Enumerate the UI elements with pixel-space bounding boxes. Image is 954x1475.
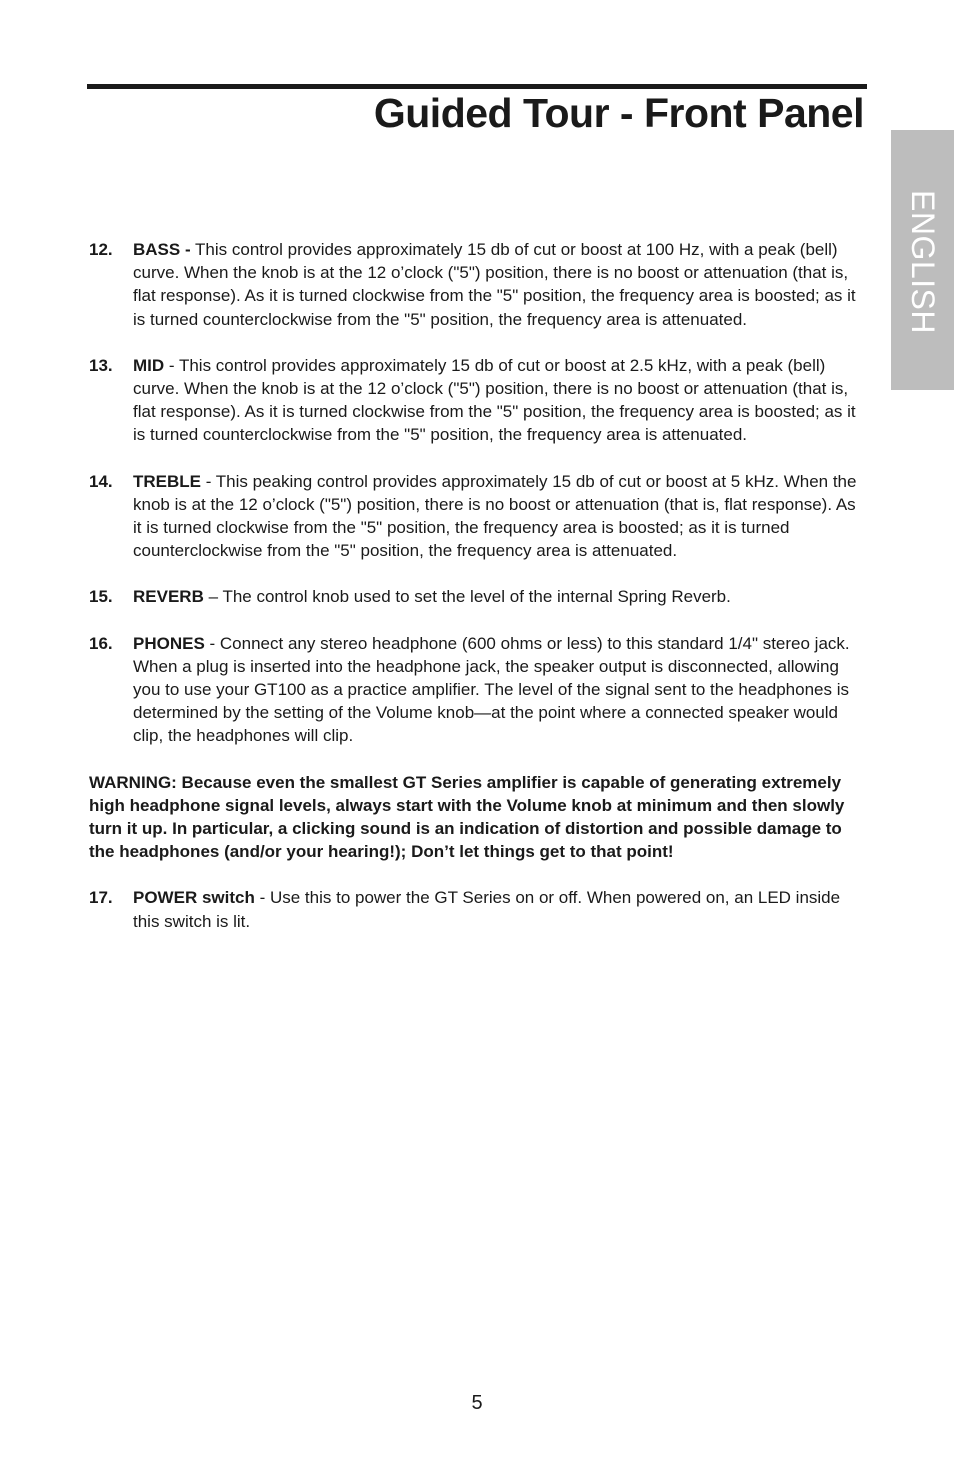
item-name: POWER switch — [133, 888, 255, 908]
item-text: - This control provides approximately 15 db of cut or boost at 2.5 kHz, with a peak (bell) curve. When the knob is at the 12 o’clock ("5") position, there is no boost or attenuation (that is, flat response). As it is turned clockwise from the "5" position, the frequency area is boosted; as it is turned counterclockwise from the "5" position, the frequency area is attenuated. — [133, 355, 856, 445]
item-number: 17. — [89, 888, 113, 908]
list-item-treble — [89, 470, 867, 563]
item-name: PHONES — [133, 633, 205, 653]
item-text: – The control knob used to set the level of the internal Spring Reverb. — [203, 587, 731, 607]
item-number: 12. — [89, 240, 113, 259]
page-title: Guided Tour - Front Panel — [373, 90, 864, 136]
item-text: - Connect any stereo headphone (600 ohms or less) to this standard 1/4" stereo jack. When a plug is inserted into the headphone jack, the speaker output is disconnected, allowing you to use your GT100 as a practice amplifier. The level of the signal sent to the headphones is determined by the setting of the Volume knob—at the point where a connected speaker would clip, the headphones will clip. — [133, 633, 850, 746]
item-number: 15. — [89, 587, 113, 607]
item-name: BASS - — [133, 240, 191, 259]
list-item-reverb — [89, 585, 867, 608]
header-rule — [87, 84, 867, 89]
page-number: 5 — [471, 1392, 483, 1414]
item-name: TREBLE — [133, 471, 201, 491]
item-number: 13. — [89, 355, 113, 375]
item-text: - This peaking control provides approximately 15 db of cut or boost at 5 kHz. When the knob is at the 12 o’clock ("5") position, there is no boost or attenuation (that is, flat response). As it is turned clockwise from the "5" position, the frequency area is boosted; as it is turned counterclockwise from the "5" position, the frequency area is attenuated. — [133, 471, 857, 561]
item-text: This control provides approximately 15 db of cut or boost at 100 Hz, with a peak (bell) curve. When the knob is at the 12 o’clock ("5") position, there is no boost or attenuation (that is, flat response). As it is turned clockwise from the "5" position, the frequency area is boosted; as it is turned counterclockwise from the "5" position, the frequency area is attenuated. — [133, 240, 856, 329]
list-item-mid — [89, 354, 867, 447]
list-item-phones — [89, 632, 867, 748]
list-item-power — [89, 886, 867, 932]
main-content — [89, 238, 867, 956]
item-number: 16. — [89, 633, 113, 653]
item-name: MID — [133, 355, 165, 375]
item-number: 14. — [89, 471, 113, 491]
item-text: - Use this to power the GT Series on or off. When powered on, an LED inside this switch is lit. — [133, 888, 841, 931]
warning-paragraph: WARNING: Because even the smallest GT Series amplifier is capable of generating extremely high headphone signal levels, always start with the Volume knob at minimum and then slowly turn it up. In particular, a clicking sound is an indication of distortion and possible damage to the headphones (and/or your hearing!); Don’t let things get to that point! — [89, 772, 845, 862]
language-tab-label: ENGLISH — [905, 190, 941, 334]
language-tab — [891, 130, 954, 390]
list-item-bass — [89, 238, 867, 331]
item-name: REVERB — [133, 587, 204, 607]
